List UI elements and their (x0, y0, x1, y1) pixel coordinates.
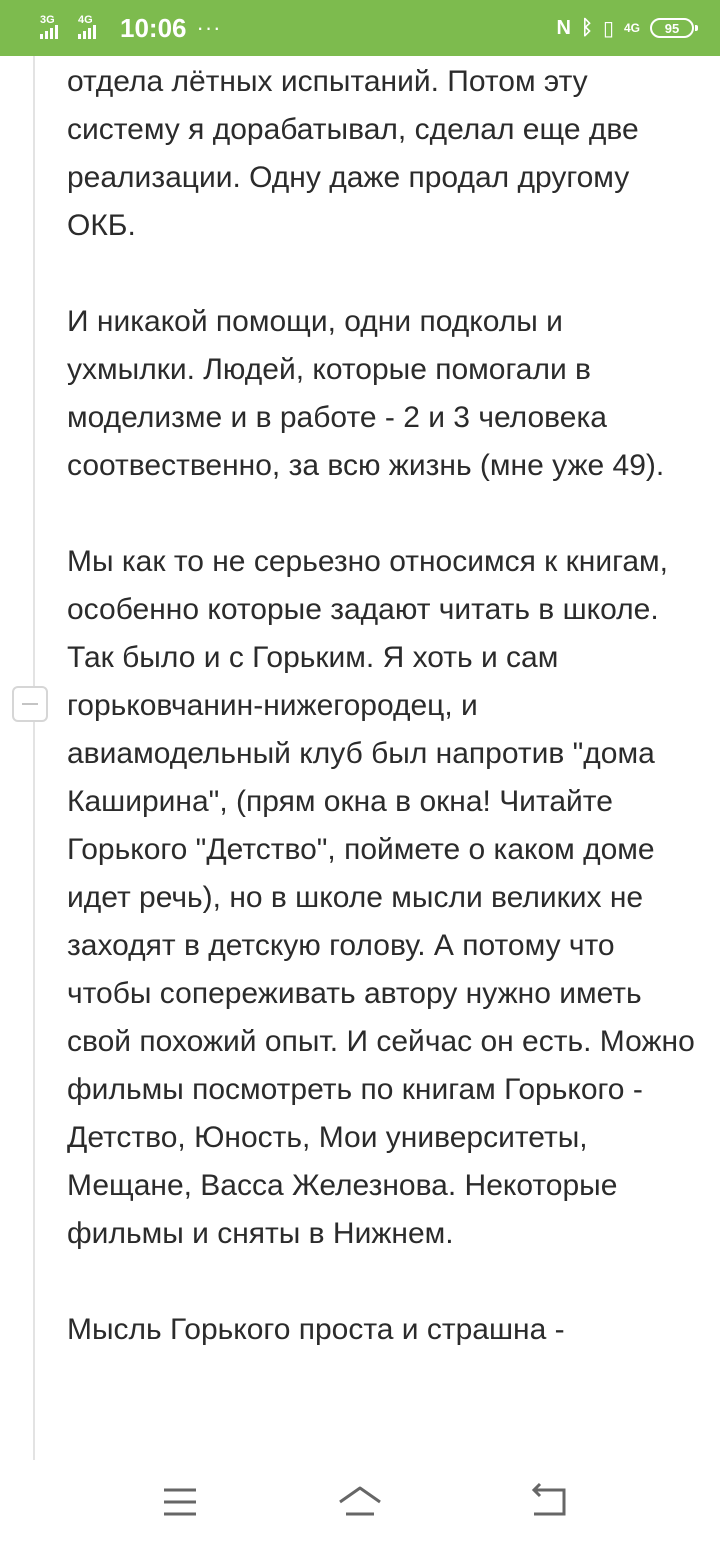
back-button[interactable] (526, 1480, 574, 1524)
comment-paragraph: Мысль Горького проста и страшна - (67, 1313, 565, 1346)
network-type-2: 4G (78, 14, 93, 26)
network-type-1: 3G (40, 14, 55, 26)
network-type-3: 4G (623, 21, 640, 35)
comment-paragraph: И никакой помощи, одни подколы и ухмылки. Людей, которые помогали в моделизме и в работе - 2 и 3 человека соотвественно, за всю жизнь (мне уже 49). (67, 305, 665, 482)
signal-icon (78, 15, 110, 41)
comment-thread-line[interactable] (33, 56, 35, 1460)
bluetooth-icon: ᛒ (580, 16, 593, 39)
home-icon (336, 1480, 384, 1524)
battery-icon (650, 18, 694, 38)
comment-body (67, 56, 697, 1460)
comment-paragraph: Мы как то не серьезно относимся к книгам, особенно которые задают читать в школе. Так было и с Горьким. Я хоть и сам горьковчанин-нижегородец, и авиамодельный клуб был напротив "дома Каширина", (прям окна в окна! Читайте Горького "Детство", поймете о каком доме идет речь), но в школе мысли великих не заходят в детскую голову. А потому что чтобы сопереживать автору нужно иметь свой похожий опыт. И сейчас он есть. Можно фильмы посмотреть по книгам Горького - Детство, Юность, Мои университеты, Мещане, Васса Железнова. Некоторые фильмы и сняты в Нижнем. (67, 545, 695, 1250)
status-left (40, 13, 221, 44)
status-right (547, 16, 694, 41)
status-time: 10:06 (120, 12, 187, 43)
comment-paragraph: отдела лётных испытаний. Потом эту систему я дорабатывал, сделал еще две реализации. Одну даже продал другому ОКБ. (67, 65, 639, 242)
collapse-thread-button[interactable] (12, 686, 48, 722)
more-notifications-icon: ··· (196, 15, 222, 40)
menu-button[interactable] (156, 1480, 204, 1524)
home-button[interactable] (336, 1480, 384, 1524)
navigation-bar (0, 1460, 720, 1544)
status-bar (0, 0, 720, 56)
back-icon (526, 1480, 574, 1524)
menu-icon (156, 1480, 204, 1524)
nfc-icon: N (556, 16, 571, 39)
signal-icon (40, 15, 72, 41)
battery-level: 95 (664, 20, 680, 36)
vibrate-icon: ▯ (602, 17, 614, 40)
